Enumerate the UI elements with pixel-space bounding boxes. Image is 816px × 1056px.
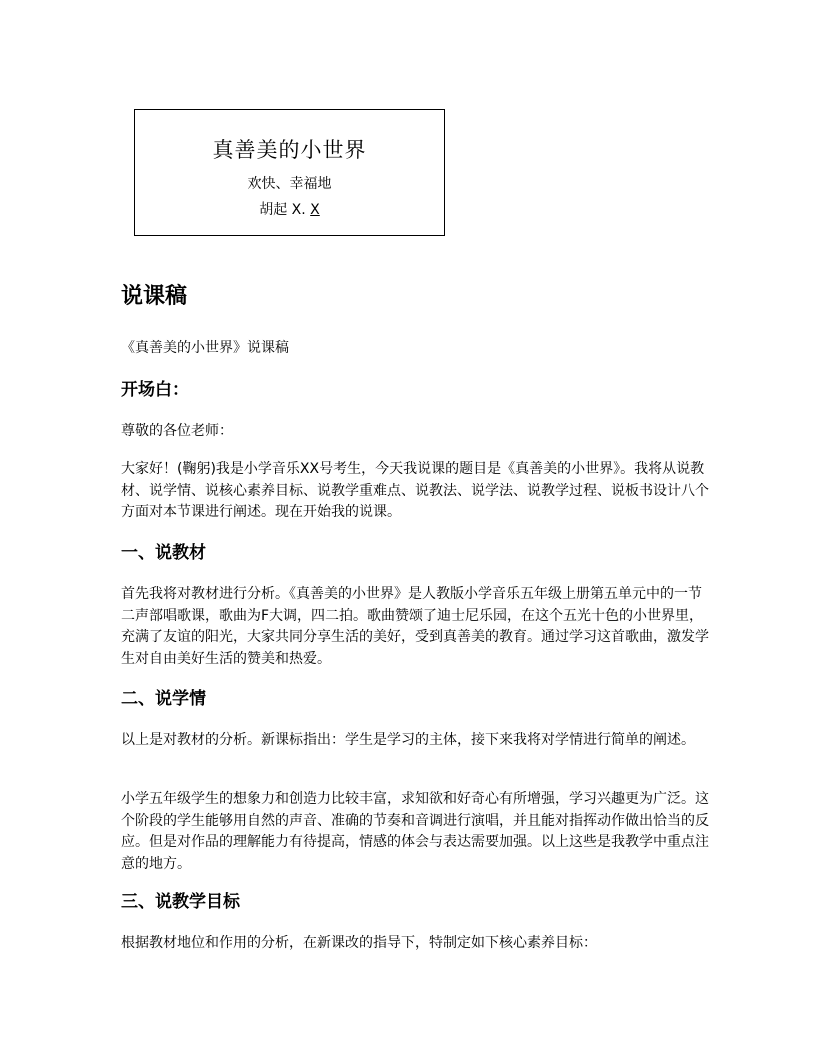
- tune-underlined-note: X: [310, 202, 320, 218]
- song-header-box: [134, 109, 445, 236]
- section-heading-goals: 三、说教学目标: [121, 892, 240, 912]
- song-title: 真善美的小世界: [212, 138, 367, 162]
- document-title: 说课稿: [121, 284, 188, 309]
- section-heading-students: 二、说学情: [121, 689, 206, 709]
- students-paragraph-2: 小学五年级学生的想象力和创造力比较丰富，求知欲和好奇心有所增强，学习兴趣更为广泛。这个阶段的学生能够用自然的声音、准确的节奏和音调进行演唱，并且能对指挥动作做出恰当的反应。但是对作品的理解能力有待提高，情感的体会与表达需要加强。以上这些是我教学中重点注意的地方。: [121, 791, 709, 872]
- section-heading-opening: 开场白：: [121, 380, 189, 400]
- document-subtitle: 《真善美的小世界》说课稿: [121, 340, 289, 356]
- students-paragraph-1: 以上是对教材的分析。新课标指出：学生是学习的主体，接下来我将对学情进行简单的阐述。: [121, 732, 695, 748]
- song-tune-notation: [135, 199, 444, 219]
- opening-paragraph: 大家好！(鞠躬)我是小学音乐XX号考生，今天我说课的题目是《真善美的小世界》。我将从说教材、说学情、说核心素养目标、说教学重难点、说教法、说学法、说教学过程、说板书设计八个方面对本节课进行阐述。现在开始我的说课。: [121, 461, 709, 520]
- opening-greeting: 尊敬的各位老师：: [121, 423, 233, 439]
- song-tempo-marking: 欢快、幸福地: [247, 176, 332, 192]
- section-heading-textbook: 一、说教材: [121, 543, 206, 563]
- textbook-paragraph: 首先我将对教材进行分析。《真善美的小世界》是人教版小学音乐五年级上册第五单元中的一节二声部唱歌课，歌曲为F大调，四二拍。歌曲赞颂了迪士尼乐园，在这个五光十色的小世界里，充满了友谊的阳光，大家共同分享生活的美好，受到真善美的教育。通过学习这首歌曲，激发学生对自由美好生活的赞美和热爱。: [121, 586, 709, 667]
- goals-paragraph: 根据教材地位和作用的分析，在新课改的指导下，特制定如下核心素养目标：: [121, 935, 597, 951]
- tune-prefix: 胡起 X.: [259, 202, 306, 218]
